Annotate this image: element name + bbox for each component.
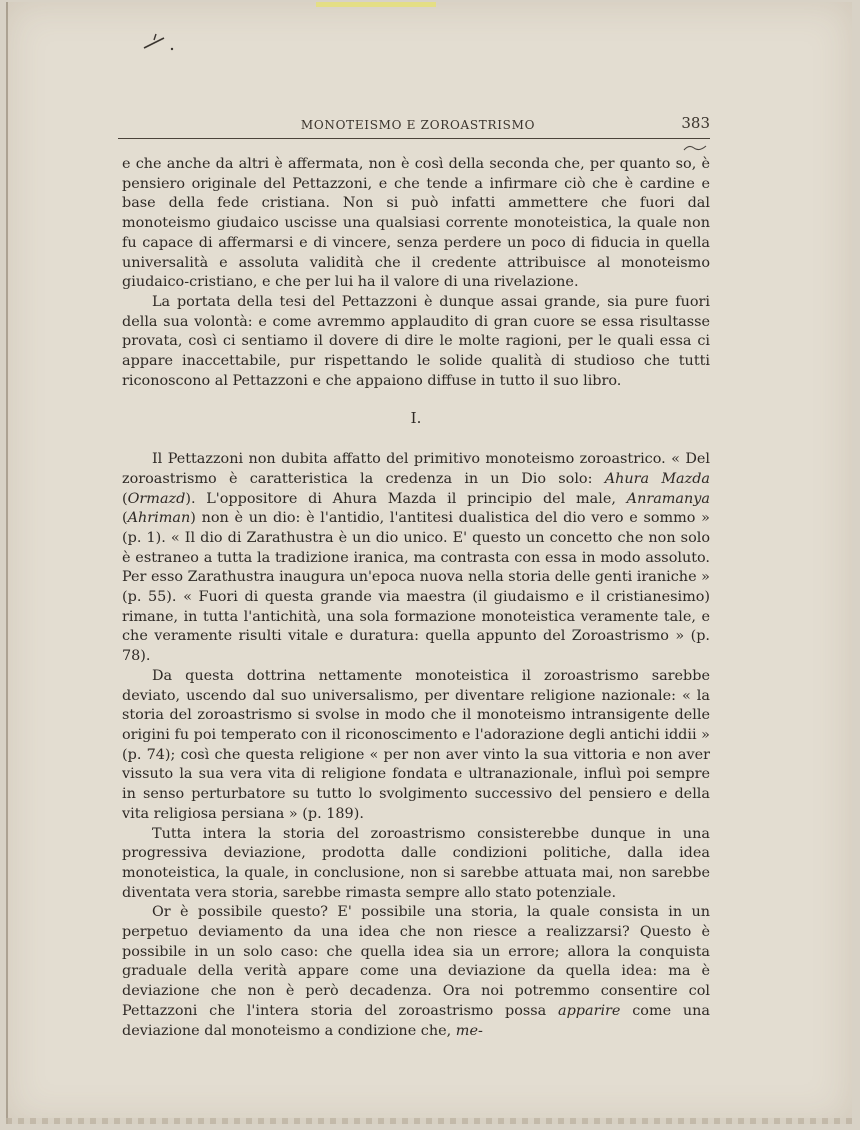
running-title: MONOTEISMO E ZOROASTRISMO: [300, 118, 536, 132]
italic-term: Ahriman: [127, 510, 191, 527]
italic-term: Ormazd: [127, 490, 186, 507]
paragraph-3: [122, 450, 710, 667]
page-bottom-edge: [6, 1118, 852, 1124]
text-run: (: [122, 510, 128, 527]
running-header: [118, 114, 710, 139]
paragraph-5: Tutta intera la storia del zoroastrismo consisterebbe dunque in una progressiva deviazione, prodotta dalle condizioni politiche, dalla idea monoteistica, la quale, in conclusione, non si sarebbe attuata mai, non sarebbe diventata vera storia, sarebbe rimasta sempre allo stato potenziale.: [122, 825, 710, 901]
text-run: ) non è un dio: è l'antidio, l'antitesi dualistica del dio vero e sommo » (p. 1). « Il dio di Zarathustra è un dio unico. E' questo un concetto che non solo è estraneo a tutta la tradizione iranica, ma contrasta con essa in modo assoluto. Per esso Zarathustra inaugura un'epoca nuova nella storia delle genti iraniche » (p. 55). « Fuori di questa grande via maestra (il giudaismo e il cristianesimo) rimane, in tutta l'antichità, una sola formazione monoteistica veramente tale, e che veramente risulti vitale e duratura: quella appunto del Zoroastrismo » (p. 78).: [122, 510, 710, 665]
text-run: (: [122, 490, 128, 507]
pencil-tilde-icon: [682, 142, 708, 154]
book-page: [6, 2, 852, 1124]
binding-edge: [6, 2, 8, 1124]
section-heading: I.: [410, 409, 422, 428]
italic-term: apparire: [557, 1002, 621, 1019]
paragraph-1: e che anche da altri è affermata, non è così della seconda che, per quanto so, è pensiero originale del Pettazzoni, e che tende a infirmare ciò che è cardine e base della fede cristiana. Non si può infatti ammettere che fuori dal monoteismo giudaico uscisse una qualsiasi corrente monoteistica, la quale non fu capace di affermarsi e di vincere, senza perdere un poco di fiducia in quella universalità e assoluta validità che il credente attribuisce al monoteismo giudaico-cristiano, e che per lui ha il valore di una rivelazione.: [122, 156, 710, 291]
body-text: [122, 155, 710, 1041]
italic-term: Ahura Mazda: [604, 470, 711, 487]
paragraph-4: Da questa dottrina nettamente monoteistica il zoroastrismo sarebbe deviato, uscendo dal suo universalismo, per diventare religione nazionale: « la storia del zoroastrismo si svolse in modo che il monoteismo intransigente delle origini fu poi temperato con il riconoscimento e l'adorazione degli antichi iddii » (p. 74); così che questa religione « per non aver vinto la sua vittoria e non aver vissuto la sua vera vita di religione fondata e ultranazionale, influì poi sempre in senso perturbatore su tutto lo svolgimento successivo del pensiero e della vita religiosa persiana » (p. 189).: [122, 667, 710, 822]
italic-term: Anramanya: [626, 490, 710, 507]
italic-term: me-: [455, 1022, 483, 1039]
text-run: ). L'oppositore di Ahura Mazda il principio del male,: [185, 490, 627, 507]
page-number: 383: [681, 114, 710, 132]
text-run: come una deviazione dal monoteismo a condizione che,: [122, 1002, 710, 1039]
pencil-mark-icon: [142, 30, 176, 52]
text-run: Il Pettazzoni non dubita affatto del primitivo monoteismo zoroastrico. « Del zoroastrismo è caratteristica la credenza in un Dio solo:: [122, 451, 710, 487]
paper-tape-strip: [316, 2, 436, 7]
paragraph-6: [122, 903, 710, 1041]
text-run: Or è possibile questo? E' possibile una storia, la quale consista in un perpetuo deviamento da una idea che non riesce a realizzarsi? Questo è possibile in un solo caso: che quella idea sia un errore; allora la conquista graduale della verità appare come una deviazione da quella idea: ma è deviazione che non è però decadenza. Ora noi potremmo consentire col Pettazzoni che l'intera storia del zoroastrismo possa: [122, 904, 710, 1019]
paragraph-2: La portata della tesi del Pettazzoni è dunque assai grande, sia pure fuori della sua volontà: e come avremmo applaudito di gran cuore se essa risultasse provata, così ci sentiamo il dovere di dire le molte ragioni, per le quali essa ci appare inaccettabile, pur rispettando le solide qualità di studioso che tutti riconoscono al Pettazzoni e che appaiono diffuse in tutto il suo libro.: [122, 293, 710, 389]
